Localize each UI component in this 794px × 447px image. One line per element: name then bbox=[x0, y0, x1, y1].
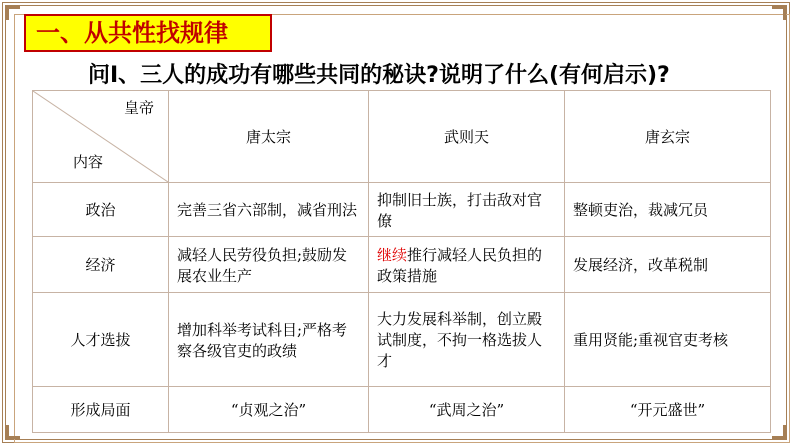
row-label: 政治 bbox=[33, 183, 169, 237]
row-label: 形成局面 bbox=[33, 387, 169, 433]
corner-ornament bbox=[772, 425, 786, 439]
question-text: 问I、三人的成功有哪些共同的秘诀?说明了什么(有何启示)? bbox=[88, 63, 670, 88]
comparison-table bbox=[32, 90, 771, 433]
corner-label-emperor: 皇帝 bbox=[123, 99, 154, 117]
highlight-text: 继续 bbox=[377, 245, 408, 264]
table-row bbox=[33, 183, 771, 237]
table-cell: 整顿吏治，裁减冗员 bbox=[565, 183, 771, 237]
column-header: 唐玄宗 bbox=[565, 91, 771, 183]
table-row bbox=[33, 387, 771, 433]
cell-text: 推行减轻人民负担的政策措施 bbox=[377, 245, 543, 285]
table-cell bbox=[369, 237, 565, 293]
diagonal-header-cell bbox=[33, 91, 169, 183]
corner-ornament bbox=[6, 425, 20, 439]
column-header: 唐太宗 bbox=[169, 91, 369, 183]
table-cell: “贞观之治” bbox=[169, 387, 369, 433]
corner-label-content: 内容 bbox=[73, 153, 104, 171]
table-cell: 完善三省六部制，减省刑法 bbox=[169, 183, 369, 237]
column-header: 武则天 bbox=[369, 91, 565, 183]
table-cell: “开元盛世” bbox=[565, 387, 771, 433]
row-label: 经济 bbox=[33, 237, 169, 293]
corner-ornament bbox=[6, 6, 20, 20]
table-cell: 增加科举考试科目;严格考察各级官吏的政绩 bbox=[169, 293, 369, 387]
table-cell: 发展经济，改革税制 bbox=[565, 237, 771, 293]
table-row bbox=[33, 293, 771, 387]
row-label: 人才选拔 bbox=[33, 293, 169, 387]
table-cell: “武周之治” bbox=[369, 387, 565, 433]
table-row bbox=[33, 237, 771, 293]
table-cell: 减轻人民劳役负担;鼓励发展农业生产 bbox=[169, 237, 369, 293]
section-title-banner: 一、从共性找规律 bbox=[24, 14, 272, 52]
table-cell: 大力发展科举制，创立殿试制度，不拘一格选拔人才 bbox=[369, 293, 565, 387]
header-row bbox=[33, 91, 771, 183]
corner-ornament bbox=[772, 6, 786, 20]
table-cell: 重用贤能;重视官吏考核 bbox=[565, 293, 771, 387]
table-cell: 抑制旧士族，打击敌对官僚 bbox=[369, 183, 565, 237]
